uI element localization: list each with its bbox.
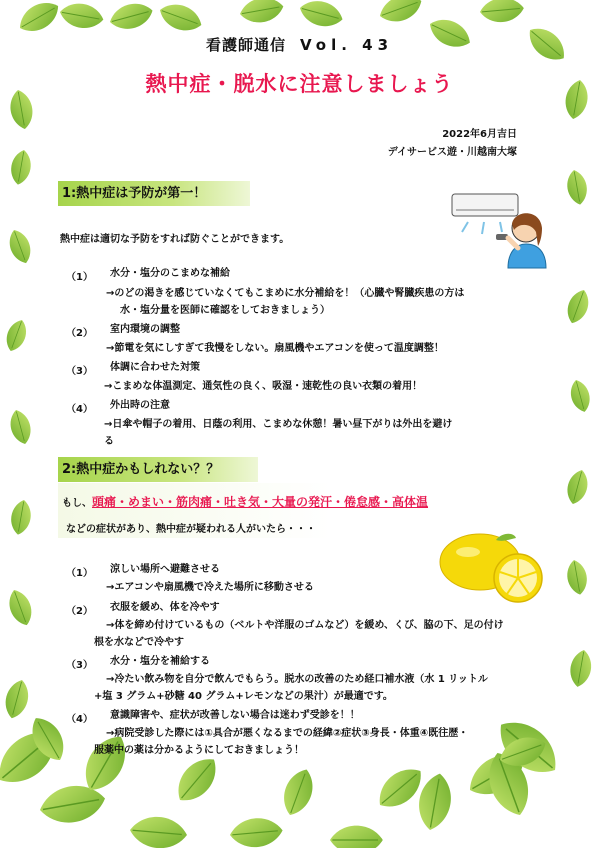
newsletter-header	[0, 34, 599, 55]
section-2-heading: 2:熱中症かもしれない？？	[58, 457, 258, 482]
item-title: 衣服を緩め、体を冷やす	[110, 602, 220, 613]
item-number: （2）	[66, 328, 93, 339]
item-detail: →こまめな体温測定、通気性の良く、吸湿・速乾性の良い衣類の着用！	[104, 381, 423, 392]
item-number: （1）	[66, 568, 93, 579]
item-number: （4）	[66, 404, 93, 415]
symptoms-list: 頭痛・めまい・筋肉痛・吐き気・大量の発汗・倦怠感・高体温	[92, 495, 429, 509]
lemon-illustration	[436, 528, 546, 606]
organization-name: デイサービス遊・川越南大塚	[387, 147, 517, 158]
item-detail: 水・塩分量を医師に確認をしておきましょう）	[120, 305, 330, 316]
section-1-heading: 1:熱中症は予防が第一！	[58, 181, 250, 206]
item-title: 水分・塩分を補給する	[110, 656, 210, 667]
item-detail: →のどの渇きを感じていなくてもこまめに水分補給を！（心臓や腎臓疾患の方は	[106, 288, 465, 299]
item-title: 外出時の注意	[110, 400, 170, 411]
item-detail: る	[104, 436, 114, 447]
item-number: （3）	[66, 660, 93, 671]
symptoms-lead: もし、	[62, 498, 92, 509]
item-number: （1）	[66, 272, 93, 283]
item-detail: →節電を気にしすぎて我慢をしない。扇風機やエアコンを使って温度調整！	[106, 343, 444, 354]
item-title: 体調に合わせた対策	[110, 362, 200, 373]
item-detail: →エアコンや扇風機で冷えた場所に移動させる	[106, 582, 314, 593]
item-title: 水分・塩分のこまめな補給	[110, 268, 230, 279]
item-detail: →冷たい飲み物を自分で飲んでもらう。脱水の改善のため経口補水液（水 1 リットル	[106, 674, 488, 685]
symptoms-after: などの症状があり、熱中症が疑われる人がいたら・・・	[66, 524, 316, 535]
item-number: （3）	[66, 366, 93, 377]
item-detail: 服薬中の薬は分かるようにしておきましょう！	[94, 745, 304, 756]
item-number: （4）	[66, 714, 93, 725]
page-title: 熱中症・脱水に注意しましょう	[145, 72, 454, 96]
newsletter-name: 看護師通信	[205, 36, 286, 54]
issue-date: 2022年6月吉日	[442, 129, 517, 140]
section-1-intro: 熱中症は適切な予防をすれば防ぐことができます。	[60, 234, 290, 245]
item-number: （2）	[66, 606, 93, 617]
item-title: 涼しい場所へ避難させる	[110, 564, 220, 575]
item-title: 室内環境の調整	[110, 324, 180, 335]
item-detail: →日傘や帽子の着用、日蔭の利用、こまめな休憩！暑い昼下がりは外出を避け	[104, 419, 453, 430]
volume-number: Vol. 43	[299, 36, 394, 54]
item-detail: →病院受診した際には①具合が悪くなるまでの経緯②症状③身長・体重④既往歴・	[106, 728, 469, 739]
item-detail: →体を締め付けているもの（ベルトや洋服のゴムなど）を緩め、くび、脇の下、足の付け	[106, 620, 504, 631]
item-detail: +塩 3 グラム+砂糖 40 グラム+レモンなどの果汁）が最適です。	[94, 691, 393, 702]
item-title: 意識障害や、症状が改善しない場合は迷わず受診を！！	[110, 710, 360, 721]
item-detail: 根を水などで冷やす	[94, 637, 184, 648]
child-with-remote-illustration	[490, 206, 550, 272]
